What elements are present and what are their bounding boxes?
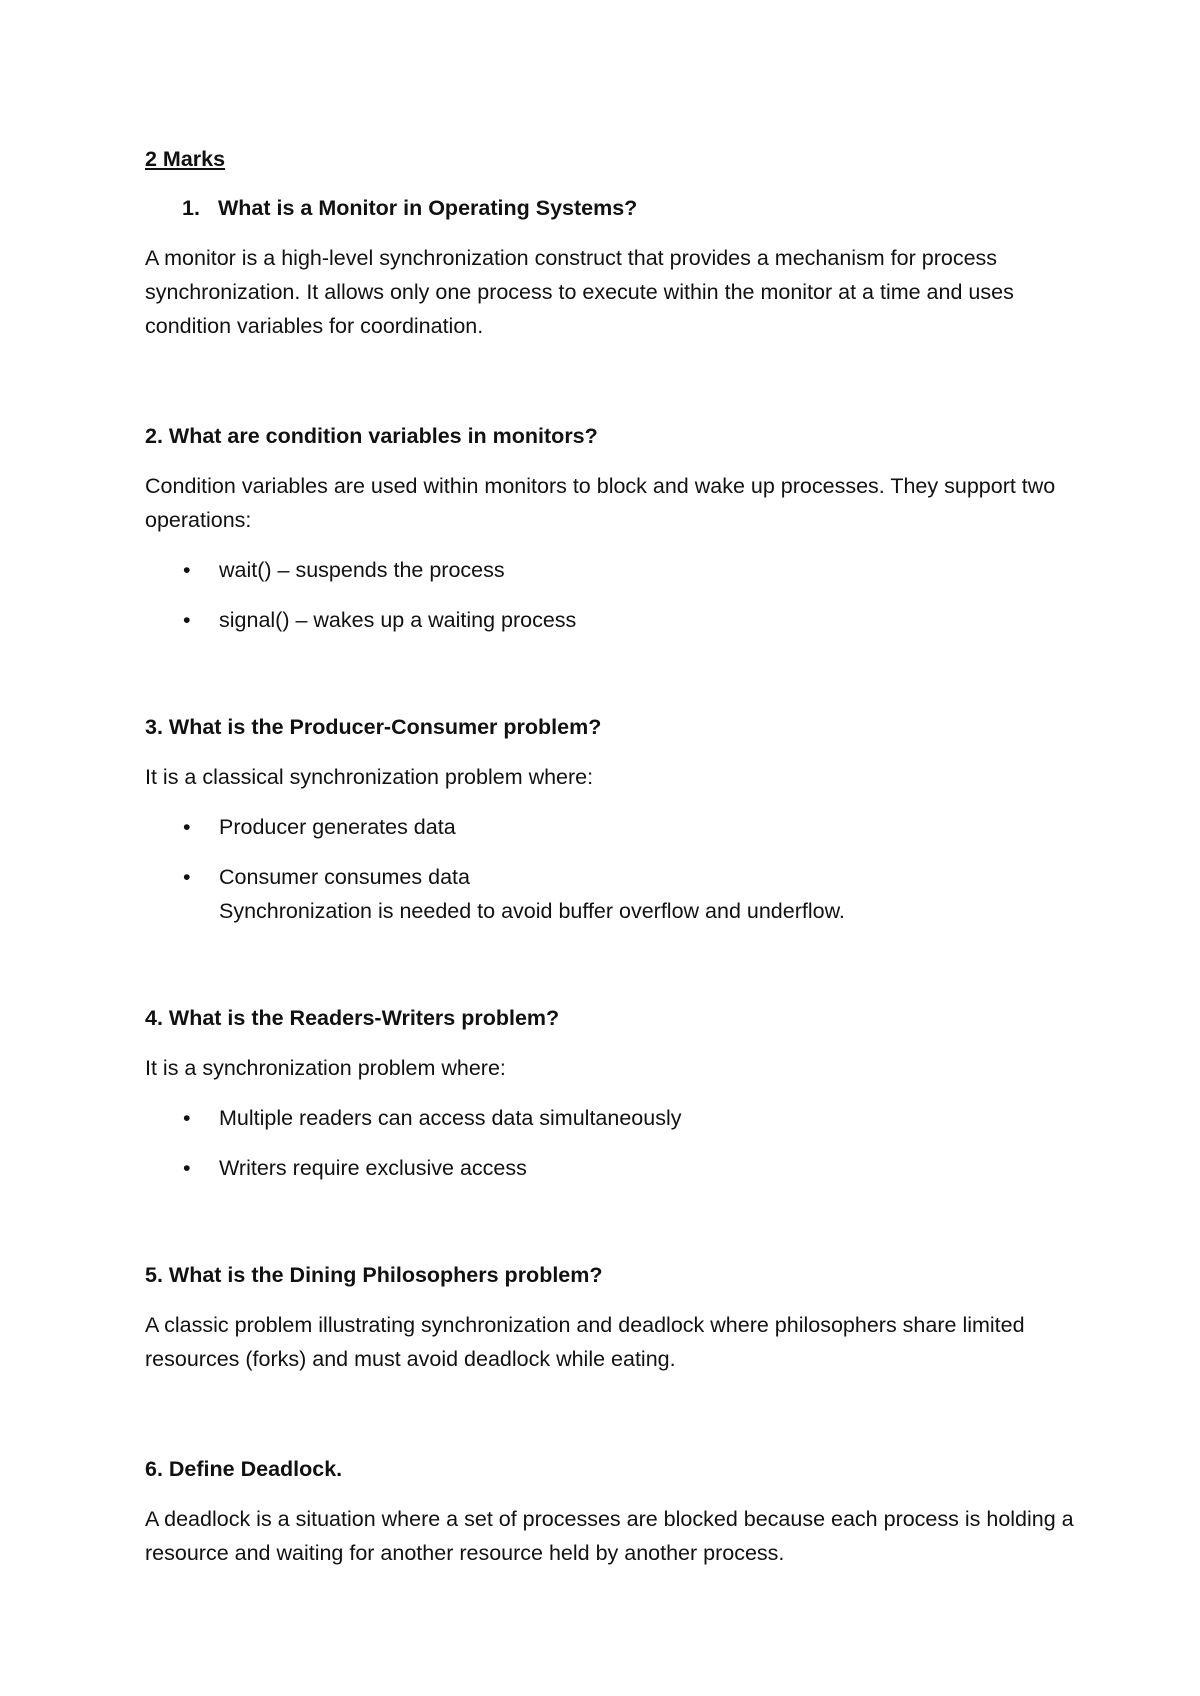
spacer [145,653,1075,710]
question-5-title: 5. What is the Dining Philosophers problem? [145,1263,603,1287]
question-1-title: What is a Monitor in Operating Systems? [218,196,638,220]
bullet-icon: • [183,815,191,839]
section-title: 2 Marks [145,147,226,171]
bullet-icon: • [183,1156,191,1180]
question-4-bullet-list [145,1101,1075,1185]
list-item-text: Consumer consumes data [219,865,470,889]
spacer [145,1201,1075,1258]
bullet-icon: • [183,865,191,889]
list-item-text: Multiple readers can access data simultaneously [219,1106,682,1130]
list-item-text: signal() – wakes up a waiting process [219,608,577,632]
list-item [145,810,1075,844]
spacer [145,359,1075,419]
spacer [145,944,1075,1001]
list-item [145,860,1075,928]
list-item [145,1101,1075,1135]
bullet-icon: • [183,1106,191,1130]
question-4-title: 4. What is the Readers-Writers problem? [145,1006,560,1030]
question-1-answer: A monitor is a high-level synchronization construct that provides a mechanism for process synchronization. It allows only one process to execute within the monitor at a time and uses condition variables for coordination. [145,246,1014,338]
question-2-bullet-list [145,553,1075,637]
question-3-answer: It is a classical synchronization problem where: [145,765,594,789]
list-item [145,553,1075,587]
list-item-text: Producer generates data [219,815,456,839]
question-5-answer: A classic problem illustrating synchronization and deadlock where philosophers share limited resources (forks) and must avoid deadlock while eating. [145,1313,1025,1371]
bullet-icon: • [183,558,191,582]
list-item-continuation: Synchronization is needed to avoid buffer overflow and underflow. [219,899,845,923]
question-2-answer: Condition variables are used within monitors to block and wake up processes. They support two operations: [145,474,1056,532]
list-item [145,603,1075,637]
spacer [145,1392,1075,1452]
question-3-bullet-list [145,810,1075,928]
question-1-heading [182,191,1075,225]
question-6-title: 6. Define Deadlock. [145,1457,343,1481]
question-2-title: 2. What are condition variables in monitors? [145,424,598,448]
question-6-answer: A deadlock is a situation where a set of processes are blocked because each process is holding a resource and waiting for another resource held by another process. [145,1507,1074,1565]
question-3-title: 3. What is the Producer-Consumer problem? [145,715,602,739]
list-item [145,1151,1075,1185]
question-1-number: 1. [182,196,200,220]
list-item-text: Writers require exclusive access [219,1156,527,1180]
question-4-answer: It is a synchronization problem where: [145,1056,506,1080]
list-item-text: wait() – suspends the process [219,558,505,582]
bullet-icon: • [183,608,191,632]
document-body [145,142,1075,1586]
